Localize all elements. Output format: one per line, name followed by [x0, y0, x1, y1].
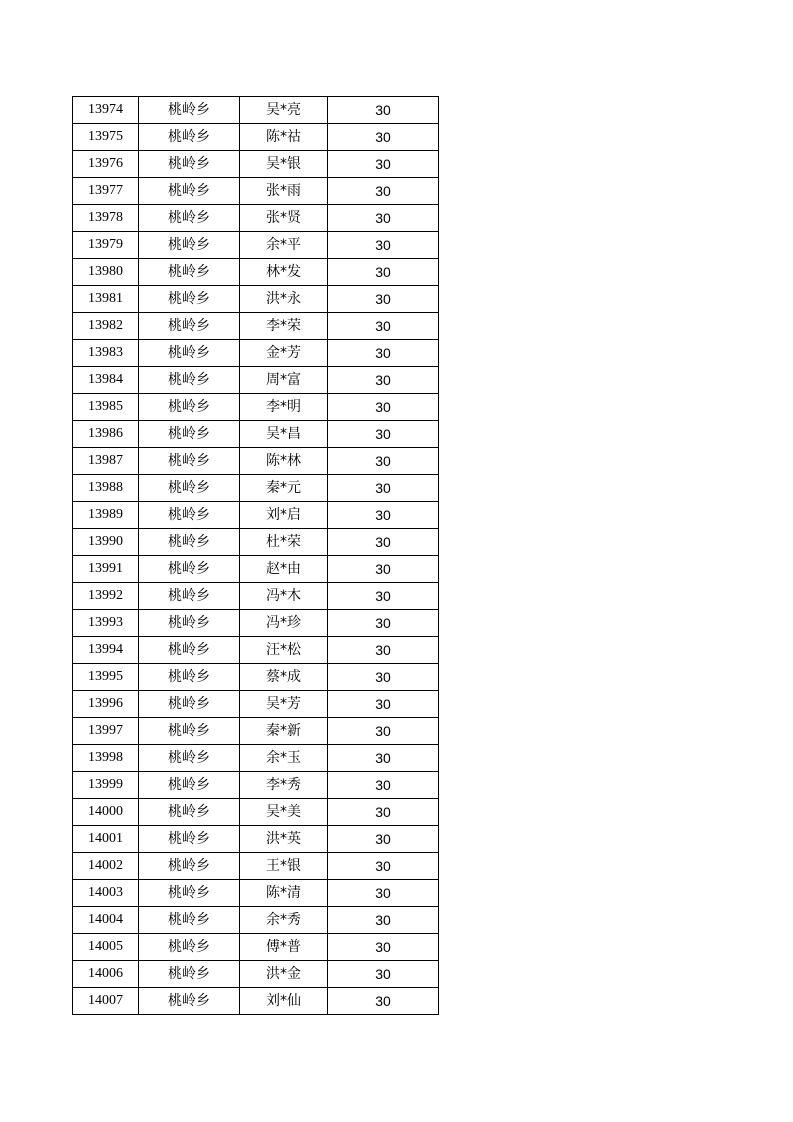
amount-cell: 30: [328, 691, 439, 718]
data-table: [72, 96, 439, 1015]
name-cell: 张*雨: [240, 178, 328, 205]
town-cell: 桃岭乡: [139, 745, 240, 772]
table-row: [73, 151, 439, 178]
amount-cell: 30: [328, 637, 439, 664]
id-cell: 13991: [73, 556, 139, 583]
table-row: [73, 421, 439, 448]
town-cell: 桃岭乡: [139, 124, 240, 151]
id-cell: 14004: [73, 907, 139, 934]
id-cell: 14007: [73, 988, 139, 1015]
name-cell: 秦*元: [240, 475, 328, 502]
name-cell: 刘*启: [240, 502, 328, 529]
town-cell: 桃岭乡: [139, 853, 240, 880]
amount-cell: 30: [328, 529, 439, 556]
name-cell: 余*秀: [240, 907, 328, 934]
name-cell: 李*秀: [240, 772, 328, 799]
name-cell: 洪*英: [240, 826, 328, 853]
id-cell: 13985: [73, 394, 139, 421]
table-row: [73, 772, 439, 799]
town-cell: 桃岭乡: [139, 772, 240, 799]
table-row: [73, 259, 439, 286]
id-cell: 13994: [73, 637, 139, 664]
amount-cell: 30: [328, 772, 439, 799]
id-cell: 14005: [73, 934, 139, 961]
table-row: [73, 610, 439, 637]
town-cell: 桃岭乡: [139, 826, 240, 853]
amount-cell: 30: [328, 205, 439, 232]
amount-cell: 30: [328, 583, 439, 610]
name-cell: 冯*木: [240, 583, 328, 610]
table-row: [73, 988, 439, 1015]
town-cell: 桃岭乡: [139, 367, 240, 394]
town-cell: 桃岭乡: [139, 961, 240, 988]
id-cell: 13979: [73, 232, 139, 259]
table-row: [73, 853, 439, 880]
id-cell: 13983: [73, 340, 139, 367]
id-cell: 14002: [73, 853, 139, 880]
id-cell: 13978: [73, 205, 139, 232]
id-cell: 13989: [73, 502, 139, 529]
town-cell: 桃岭乡: [139, 583, 240, 610]
name-cell: 秦*新: [240, 718, 328, 745]
id-cell: 13993: [73, 610, 139, 637]
name-cell: 余*玉: [240, 745, 328, 772]
table-row: [73, 934, 439, 961]
table-row: [73, 664, 439, 691]
town-cell: 桃岭乡: [139, 340, 240, 367]
amount-cell: 30: [328, 907, 439, 934]
town-cell: 桃岭乡: [139, 718, 240, 745]
amount-cell: 30: [328, 745, 439, 772]
id-cell: 13999: [73, 772, 139, 799]
name-cell: 洪*永: [240, 286, 328, 313]
amount-cell: 30: [328, 340, 439, 367]
name-cell: 林*发: [240, 259, 328, 286]
amount-cell: 30: [328, 232, 439, 259]
name-cell: 李*明: [240, 394, 328, 421]
town-cell: 桃岭乡: [139, 205, 240, 232]
town-cell: 桃岭乡: [139, 475, 240, 502]
name-cell: 吴*芳: [240, 691, 328, 718]
amount-cell: 30: [328, 556, 439, 583]
name-cell: 余*平: [240, 232, 328, 259]
town-cell: 桃岭乡: [139, 313, 240, 340]
town-cell: 桃岭乡: [139, 988, 240, 1015]
table-row: [73, 124, 439, 151]
name-cell: 陈*林: [240, 448, 328, 475]
town-cell: 桃岭乡: [139, 907, 240, 934]
table-row: [73, 448, 439, 475]
table-row: [73, 691, 439, 718]
amount-cell: 30: [328, 502, 439, 529]
table-row: [73, 502, 439, 529]
town-cell: 桃岭乡: [139, 556, 240, 583]
name-cell: 吴*美: [240, 799, 328, 826]
id-cell: 14006: [73, 961, 139, 988]
name-cell: 吴*亮: [240, 97, 328, 124]
name-cell: 傅*普: [240, 934, 328, 961]
name-cell: 张*贤: [240, 205, 328, 232]
name-cell: 吴*银: [240, 151, 328, 178]
town-cell: 桃岭乡: [139, 259, 240, 286]
name-cell: 冯*珍: [240, 610, 328, 637]
town-cell: 桃岭乡: [139, 664, 240, 691]
table-row: [73, 826, 439, 853]
table-row: [73, 340, 439, 367]
amount-cell: 30: [328, 97, 439, 124]
table-row: [73, 718, 439, 745]
table-row: [73, 394, 439, 421]
amount-cell: 30: [328, 421, 439, 448]
table-row: [73, 475, 439, 502]
name-cell: 陈*清: [240, 880, 328, 907]
name-cell: 李*荣: [240, 313, 328, 340]
id-cell: 13990: [73, 529, 139, 556]
amount-cell: 30: [328, 313, 439, 340]
name-cell: 陈*祜: [240, 124, 328, 151]
table-row: [73, 556, 439, 583]
id-cell: 14001: [73, 826, 139, 853]
town-cell: 桃岭乡: [139, 610, 240, 637]
table-row: [73, 205, 439, 232]
table-row: [73, 907, 439, 934]
amount-cell: 30: [328, 664, 439, 691]
town-cell: 桃岭乡: [139, 691, 240, 718]
town-cell: 桃岭乡: [139, 178, 240, 205]
name-cell: 周*富: [240, 367, 328, 394]
town-cell: 桃岭乡: [139, 232, 240, 259]
town-cell: 桃岭乡: [139, 448, 240, 475]
amount-cell: 30: [328, 151, 439, 178]
amount-cell: 30: [328, 286, 439, 313]
amount-cell: 30: [328, 961, 439, 988]
id-cell: 13977: [73, 178, 139, 205]
id-cell: 13995: [73, 664, 139, 691]
id-cell: 13988: [73, 475, 139, 502]
table-body: [73, 97, 439, 1015]
name-cell: 汪*松: [240, 637, 328, 664]
id-cell: 13984: [73, 367, 139, 394]
amount-cell: 30: [328, 988, 439, 1015]
table-row: [73, 529, 439, 556]
amount-cell: 30: [328, 853, 439, 880]
table-row: [73, 961, 439, 988]
amount-cell: 30: [328, 718, 439, 745]
table-row: [73, 799, 439, 826]
id-cell: 13986: [73, 421, 139, 448]
name-cell: 吴*昌: [240, 421, 328, 448]
amount-cell: 30: [328, 880, 439, 907]
town-cell: 桃岭乡: [139, 529, 240, 556]
name-cell: 杜*荣: [240, 529, 328, 556]
amount-cell: 30: [328, 367, 439, 394]
name-cell: 蔡*成: [240, 664, 328, 691]
id-cell: 14003: [73, 880, 139, 907]
amount-cell: 30: [328, 826, 439, 853]
amount-cell: 30: [328, 394, 439, 421]
table-row: [73, 745, 439, 772]
id-cell: 13997: [73, 718, 139, 745]
id-cell: 13992: [73, 583, 139, 610]
id-cell: 13982: [73, 313, 139, 340]
town-cell: 桃岭乡: [139, 394, 240, 421]
name-cell: 王*银: [240, 853, 328, 880]
table-row: [73, 232, 439, 259]
table-row: [73, 313, 439, 340]
town-cell: 桃岭乡: [139, 286, 240, 313]
id-cell: 13987: [73, 448, 139, 475]
spreadsheet-page: [72, 96, 439, 1015]
id-cell: 13976: [73, 151, 139, 178]
amount-cell: 30: [328, 610, 439, 637]
name-cell: 洪*金: [240, 961, 328, 988]
table-row: [73, 637, 439, 664]
amount-cell: 30: [328, 178, 439, 205]
town-cell: 桃岭乡: [139, 934, 240, 961]
amount-cell: 30: [328, 259, 439, 286]
id-cell: 13974: [73, 97, 139, 124]
town-cell: 桃岭乡: [139, 151, 240, 178]
table-row: [73, 178, 439, 205]
amount-cell: 30: [328, 448, 439, 475]
id-cell: 13996: [73, 691, 139, 718]
name-cell: 赵*由: [240, 556, 328, 583]
town-cell: 桃岭乡: [139, 502, 240, 529]
table-row: [73, 286, 439, 313]
amount-cell: 30: [328, 799, 439, 826]
town-cell: 桃岭乡: [139, 97, 240, 124]
id-cell: 13975: [73, 124, 139, 151]
town-cell: 桃岭乡: [139, 799, 240, 826]
id-cell: 13980: [73, 259, 139, 286]
table-row: [73, 97, 439, 124]
town-cell: 桃岭乡: [139, 637, 240, 664]
name-cell: 刘*仙: [240, 988, 328, 1015]
table-row: [73, 583, 439, 610]
town-cell: 桃岭乡: [139, 880, 240, 907]
amount-cell: 30: [328, 934, 439, 961]
town-cell: 桃岭乡: [139, 421, 240, 448]
table-row: [73, 367, 439, 394]
amount-cell: 30: [328, 124, 439, 151]
name-cell: 金*芳: [240, 340, 328, 367]
id-cell: 13981: [73, 286, 139, 313]
id-cell: 13998: [73, 745, 139, 772]
amount-cell: 30: [328, 475, 439, 502]
id-cell: 14000: [73, 799, 139, 826]
table-row: [73, 880, 439, 907]
